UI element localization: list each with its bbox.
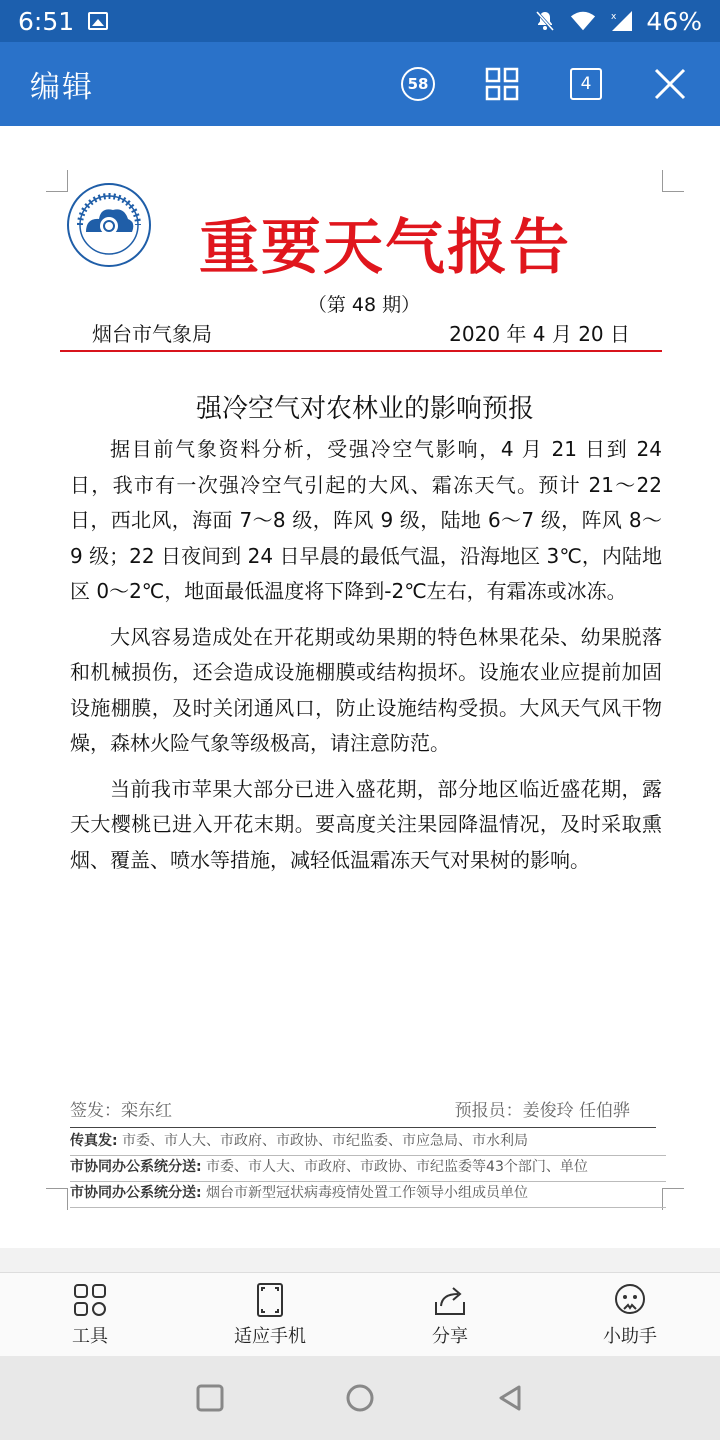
svg-text:x: x (611, 12, 617, 22)
app-bar (0, 42, 720, 126)
battery-percent: 46% (646, 6, 702, 36)
tools-label: 工具 (72, 1325, 108, 1347)
issuing-bureau: 烟台市气象局 (92, 322, 212, 346)
status-icons (532, 7, 702, 36)
assistant-label: 小助手 (603, 1325, 657, 1347)
fit-phone-label: 适应手机 (234, 1325, 306, 1347)
grid-icon (485, 67, 519, 101)
assistant-icon (612, 1282, 648, 1318)
status-bar (0, 0, 720, 42)
wifi-icon (570, 8, 596, 34)
share-label: 分享 (432, 1325, 468, 1347)
status-time: 6:51 (18, 6, 75, 36)
signature-row (70, 1096, 656, 1128)
signer: 签发：栾东红 (70, 1101, 172, 1121)
home-button[interactable] (340, 1378, 380, 1418)
issue-number: （第 48 期） (307, 294, 421, 316)
grid-view-button[interactable] (482, 64, 522, 104)
recents-button[interactable] (190, 1378, 230, 1418)
issue-date: 2020 年 4 月 20 日 (449, 322, 630, 346)
bottom-toolbar (0, 1272, 720, 1356)
page-count-button[interactable] (566, 64, 606, 104)
tools-button[interactable] (0, 1273, 180, 1356)
close-icon (653, 67, 687, 101)
share-button[interactable] (360, 1273, 540, 1356)
forecasters: 预报员：姜俊玲 任伯骅 (454, 1101, 630, 1121)
crop-mark-top-left (46, 170, 68, 192)
home-icon (345, 1383, 375, 1413)
app-bar-title[interactable]: 编辑 (30, 70, 94, 105)
fit-phone-button[interactable] (180, 1273, 360, 1356)
weather-bureau-logo-icon (66, 182, 152, 268)
58-badge-icon: 58 (401, 67, 435, 101)
page-count-icon: 4 (570, 68, 602, 100)
paragraph: 大风容易造成处在开花期或幼果期的特色林果花朵、幼果脱落和机械损伤，还会造成设施棚膜或结构损坏。设施农业应提前加固设施棚膜，及时关闭通风口，防止设施结构受损。大风天气风干物燥，森林火险气象等级极高，请注意防范。 (70, 624, 662, 755)
signal-icon (608, 8, 634, 34)
distribution-label-2: 市协同办公系统分送: (70, 1185, 202, 1201)
paragraph: 当前我市苹果大部分已进入盛花期，部分地区临近盛花期，露天大樱桃已进入开花末期。要高度关注果园降温情况，及时采取熏烟、覆盖、喷水等措施，减轻低温霜冻天气对果树的影响。 (70, 776, 662, 872)
crop-mark-bottom-left (46, 1188, 68, 1210)
distribution-label: 市协同办公系统分送: (70, 1159, 202, 1175)
distribution-recipients: 市委、市人大、市政府、市政协、市纪监委等43个部门、单位 (201, 1159, 588, 1175)
gallery-notification-icon (88, 12, 108, 30)
back-button[interactable] (490, 1378, 530, 1418)
fax-distribution (70, 1130, 666, 1156)
system-navigation-bar (0, 1356, 720, 1440)
distribution-recipients-2: 烟台市新型冠状病毒疫情处置工作领导小组成员单位 (201, 1185, 529, 1201)
assistant-button[interactable] (540, 1273, 720, 1356)
office-distribution (70, 1156, 666, 1182)
office-distribution-2 (70, 1182, 666, 1208)
fax-recipients: 市委、市人大、市政府、市政协、市纪监委、市应急局、市水利局 (117, 1133, 529, 1149)
fit-screen-icon (252, 1282, 288, 1318)
58-badge-button[interactable] (398, 64, 438, 104)
app-bar-actions (398, 64, 690, 104)
report-title: 强冷空气对农林业的影响预报 (195, 394, 534, 424)
share-icon (432, 1282, 468, 1318)
mute-bell-icon (532, 8, 558, 34)
document-headline: 重要天气报告 (199, 213, 571, 283)
header-divider (60, 350, 662, 352)
crop-mark-top-right (662, 170, 684, 192)
close-button[interactable] (650, 64, 690, 104)
tools-icon (72, 1282, 108, 1318)
report-body (70, 432, 662, 888)
document-page[interactable] (0, 126, 720, 1248)
paragraph: 据目前气象资料分析，受强冷空气影响，4 月 21 日到 24 日，我市有一次强冷空气引起的大风、霜冻天气。预计 21～22 日，西北风，海面 7～8 级，阵风 9 级，陆地 6～7 级，阵风 8～9 级；22 日夜间到 24 日早晨的最低气温，沿海地区 3℃，内陆地区 0～2℃，地面最低温度将下降到-2℃左右，有霜冻或冰冻。 (70, 437, 662, 603)
fax-label: 传真发: (70, 1133, 118, 1149)
back-icon (496, 1384, 524, 1412)
recents-icon (196, 1384, 224, 1412)
